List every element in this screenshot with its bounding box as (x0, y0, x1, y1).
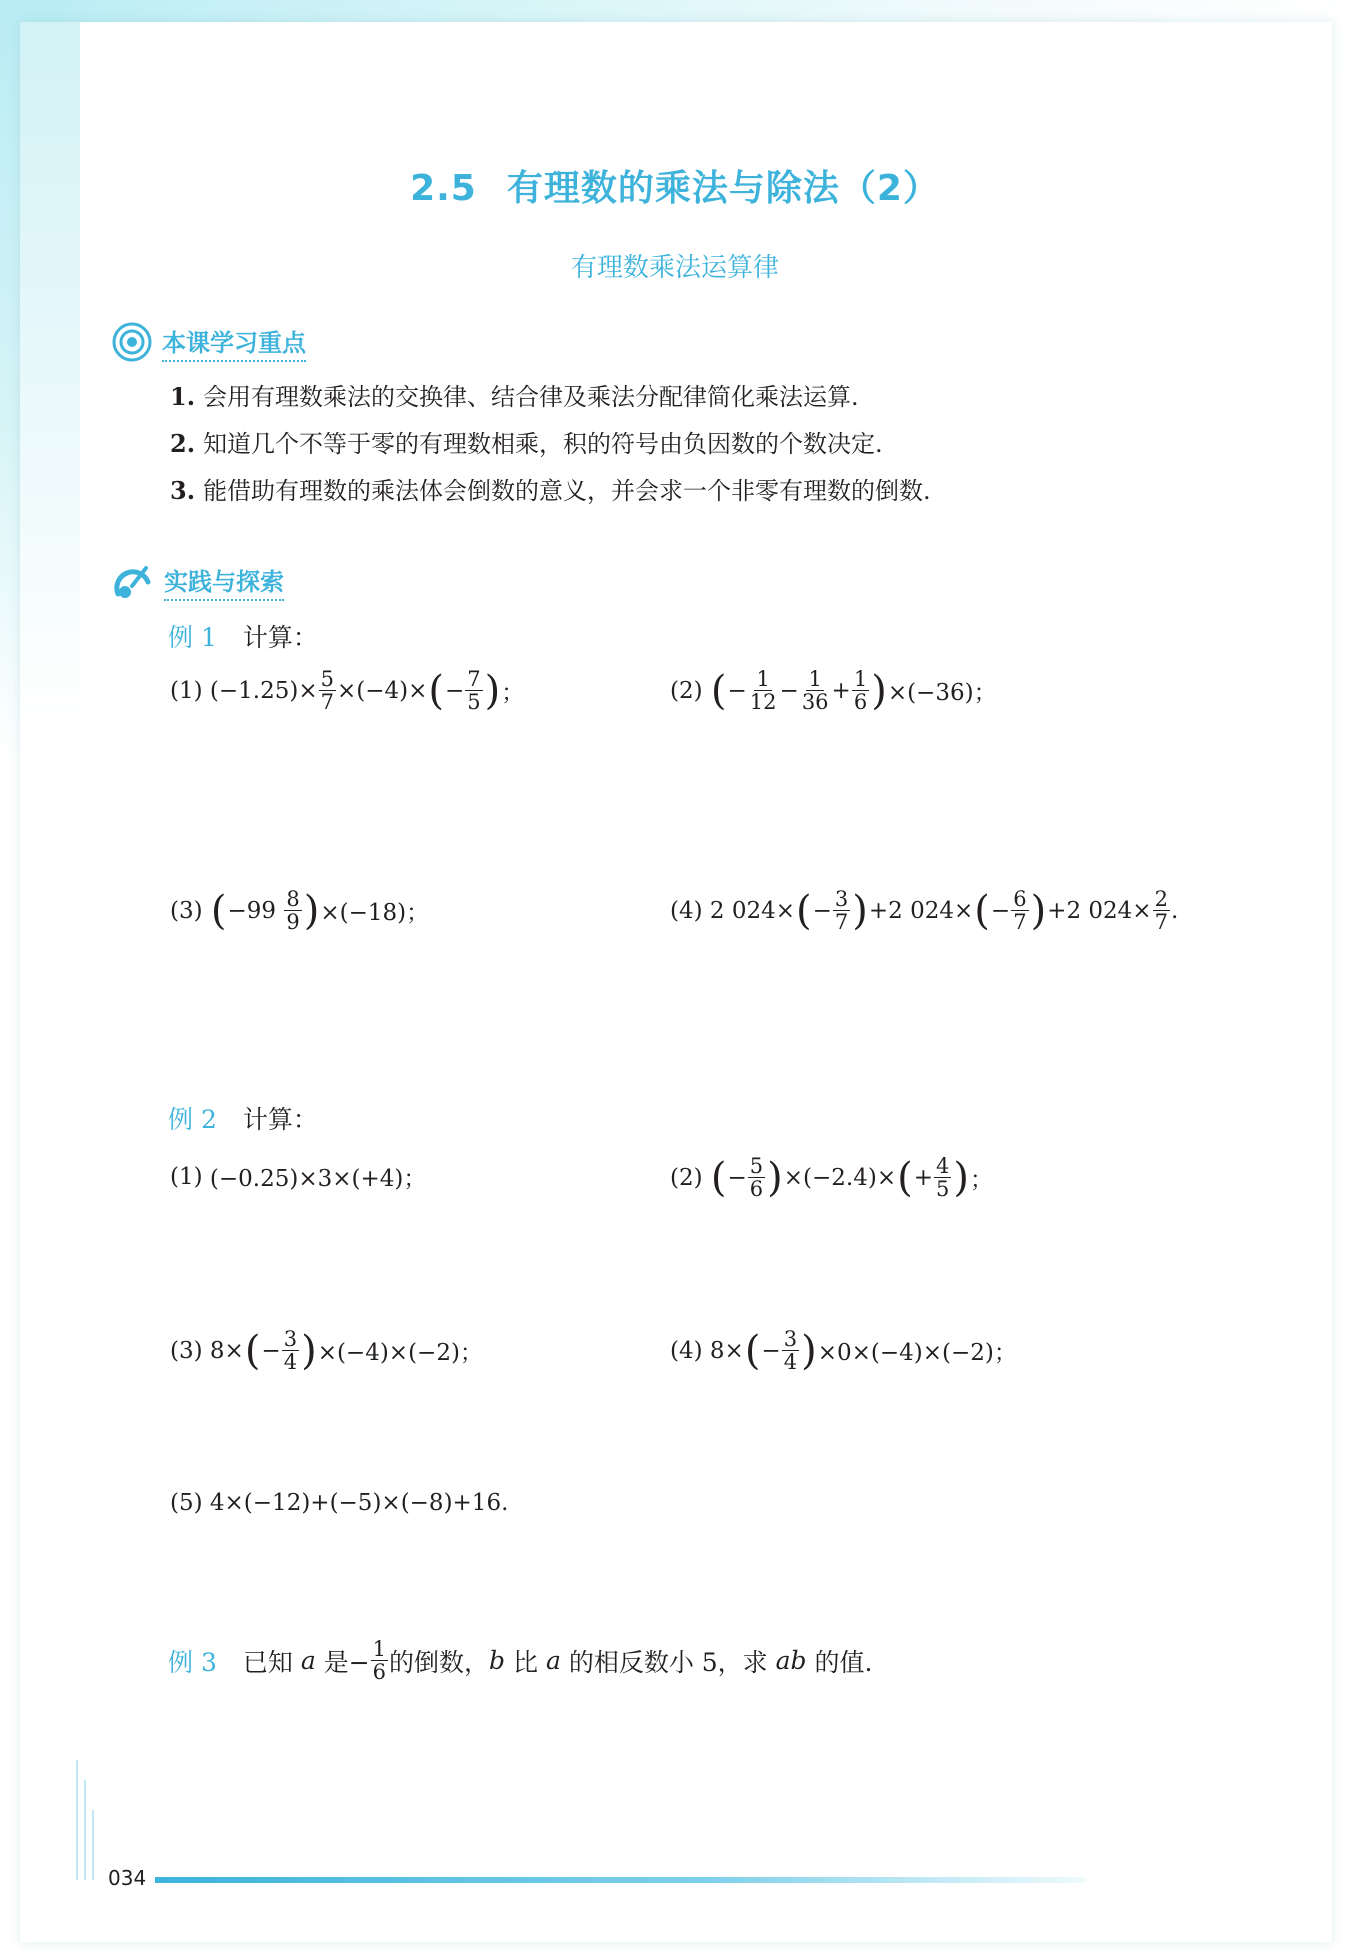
key-points-heading (112, 322, 306, 362)
example-3-label: 例 3 (168, 1647, 217, 1677)
paren-close: ) (1030, 887, 1047, 934)
variable: b (489, 1646, 506, 1676)
expr-part: +2 024× (868, 897, 974, 924)
paren-close: ) (852, 887, 868, 934)
section-number: 2.5 (410, 168, 477, 209)
fraction: $\frac{7}{5}$ (467, 667, 481, 715)
expr-part: − (727, 677, 747, 704)
key-point-1 (170, 377, 859, 412)
key-point-text: 知道几个不等于零的有理数相乘，积的符号由负因数的个数决定. (203, 430, 883, 458)
expr-part: 已知 (242, 1647, 293, 1677)
expr-part: 的相反数小 5，求 (568, 1647, 768, 1677)
example-2-heading (168, 1100, 318, 1136)
footer-bar (155, 1877, 1085, 1883)
section-title: 有理数的乘法与除法（2） (506, 168, 940, 209)
expr-part: 是− (323, 1647, 370, 1677)
fraction: $\frac{4}{5}$ (936, 1154, 950, 1202)
footer-decor-lines (76, 1760, 98, 1880)
example-2-label: 例 2 (168, 1105, 217, 1134)
paren-open: ( (974, 887, 990, 934)
example-2-problem-1 (170, 1160, 426, 1193)
problem-label: (4) (670, 1337, 703, 1364)
expr-part: − (727, 1164, 747, 1191)
expr-part: − (261, 1337, 281, 1364)
example-1-problem-2 (670, 668, 997, 713)
fraction: $\frac{2}{7}$ (1154, 887, 1168, 935)
expr-part: (−0.25)×3×(+4)； (209, 1166, 427, 1192)
key-points-label: 本课学习重点 (162, 323, 306, 362)
paren-open: ( (210, 887, 227, 934)
expr-part: 8× (209, 1337, 244, 1364)
expr-part: ×(−2.4)× (783, 1164, 897, 1191)
problem-label: (2) (670, 677, 703, 704)
expr-part: − (445, 677, 465, 704)
expr-part: 4×(−12)+(−5)×(−8)+16. (209, 1490, 509, 1516)
paren-close: ) (953, 1154, 969, 1201)
fraction: $\frac{3}{4}$ (283, 1327, 298, 1375)
expr-part: ； (970, 1167, 993, 1194)
paren-close: ) (767, 1154, 783, 1201)
expr-part: −99 (227, 897, 277, 924)
expr-part: ×(−4)×(−2)； (317, 1340, 483, 1367)
expr-part: (−1.25)× (209, 677, 318, 704)
paren-close: ) (301, 1327, 317, 1374)
expr-part: 比 (513, 1647, 539, 1677)
expr-part: ； (501, 680, 525, 707)
paren-open: ( (244, 1327, 261, 1374)
variable: a (545, 1646, 561, 1676)
page-title (0, 160, 1350, 211)
paren-close: ) (871, 667, 887, 714)
key-point-text: 能借助有理数的乘法体会倒数的意义，并会求一个非零有理数的倒数. (203, 477, 931, 505)
paren-close: ) (303, 887, 320, 934)
example-2-problem-3 (170, 1328, 483, 1373)
fraction: $\frac{1}{36}$ (801, 667, 829, 715)
expr-part: − (761, 1337, 781, 1364)
key-point-number: 2. (170, 429, 196, 458)
paren-close: ) (484, 667, 501, 714)
key-point-number: 1. (170, 382, 196, 411)
problem-label: (5) (170, 1490, 203, 1516)
paren-close: ) (801, 1327, 817, 1374)
example-1-heading (168, 618, 318, 654)
problem-label: (4) (670, 897, 703, 924)
variable: ab (775, 1646, 807, 1676)
expr-part: + (831, 677, 851, 704)
example-1-problem-1 (170, 668, 524, 713)
expr-part: 的倒数， (389, 1647, 490, 1677)
fraction: $\frac{6}{7}$ (1013, 887, 1027, 935)
example-1-problem-3 (170, 888, 429, 933)
fraction: $\frac{3}{7}$ (834, 887, 849, 935)
expr-part: ×(−18)； (320, 900, 430, 927)
expr-part: . (1170, 897, 1179, 924)
example-1-label: 例 1 (168, 623, 217, 652)
expr-part: 2 024× (709, 897, 796, 924)
practice-label: 实践与探索 (164, 562, 284, 601)
expr-part: − (779, 677, 799, 704)
expr-part: 8× (709, 1337, 744, 1364)
problem-label: (2) (670, 1164, 703, 1191)
example-2-problem-5 (170, 1490, 508, 1516)
problem-label: (1) (170, 1163, 203, 1190)
example-2-problem-4 (670, 1328, 1017, 1373)
paren-open: ( (710, 1154, 727, 1201)
example-2-instruction: 计算： (242, 1105, 318, 1134)
key-point-number: 3. (170, 476, 196, 505)
paren-open: ( (897, 1154, 913, 1201)
example-2-problem-2 (670, 1155, 993, 1200)
target-icon (112, 322, 152, 362)
paren-open: ( (744, 1327, 761, 1374)
fraction: $\frac{8}{9}$ (286, 887, 300, 935)
expr-part: ×(−4)× (336, 677, 428, 704)
expr-part: ×0×(−4)×(−2)； (817, 1340, 1017, 1367)
expr-part: ×(−36)； (887, 680, 997, 707)
example-3 (168, 1638, 872, 1683)
paren-open: ( (428, 667, 444, 714)
example-1-instruction: 计算： (242, 623, 318, 652)
fraction: $\frac{1}{6}$ (372, 1637, 387, 1685)
fraction: $\frac{5}{7}$ (320, 667, 334, 715)
problem-label: (3) (170, 897, 203, 924)
expr-part: + (913, 1164, 934, 1191)
variable: a (300, 1646, 316, 1676)
paren-open: ( (710, 667, 727, 714)
fraction: $\frac{5}{6}$ (749, 1154, 764, 1202)
key-point-3 (170, 471, 931, 506)
problem-label: (3) (170, 1337, 203, 1364)
problem-label: (1) (170, 677, 203, 704)
key-point-2 (170, 424, 883, 459)
compass-icon (112, 560, 154, 602)
expr-part: − (812, 897, 832, 924)
page-number: 034 (108, 1866, 147, 1890)
practice-heading (112, 560, 284, 602)
fraction: $\frac{3}{4}$ (783, 1327, 798, 1375)
fraction: $\frac{1}{6}$ (853, 667, 868, 715)
paren-open: ( (796, 887, 812, 934)
expr-part: +2 024× (1047, 897, 1152, 924)
paper-tint (20, 22, 80, 722)
page-subtitle: 有理数乘法运算律 (570, 253, 779, 283)
fraction: $\frac{1}{12}$ (749, 667, 777, 715)
key-point-text: 会用有理数乘法的交换律、结合律及乘法分配律简化乘法运算. (203, 383, 859, 411)
expr-part: − (990, 897, 1011, 924)
example-1-problem-4 (670, 888, 1178, 933)
expr-part: 的值. (814, 1647, 873, 1677)
